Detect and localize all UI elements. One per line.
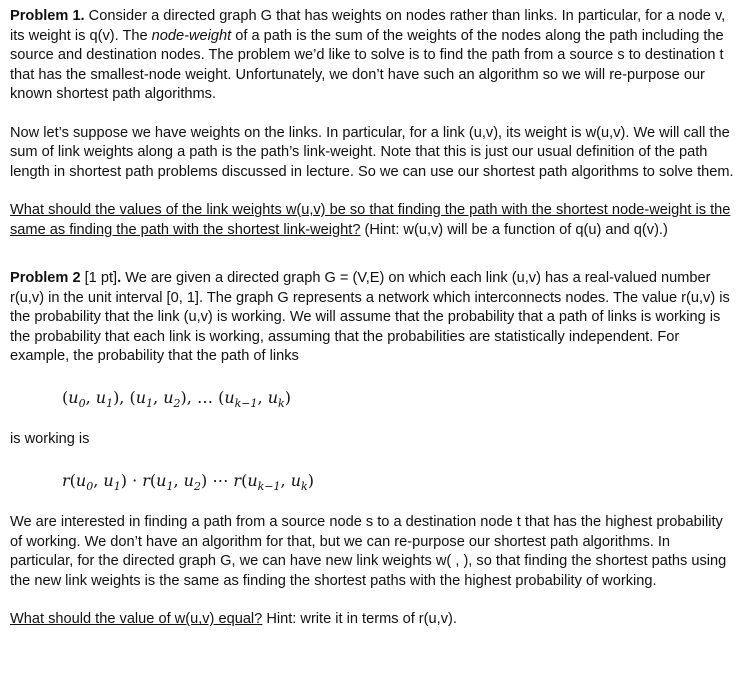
problem-1-text-b: of a path is the sum of the weights of the nodes along the path including the source and destination nodes. The problem we’d like to solve is to find the path from a source s to destination t that has the smallest-node weight. Unfortunately, we don’t have such an algorithm so we will re-purpose our known shortest path algorithms. bbox=[10, 27, 724, 102]
path-links-equation: ($u_0$, $u_1$), ($u_1$, $u_2$), … ($u_{k-1}$, $u_k$) bbox=[62, 387, 291, 410]
problem-1-question-text: What should the values of the link weights w(u,v) be so that finding the path with the shortest node-weight is the same as finding the path with the shortest link-weight? bbox=[10, 202, 731, 238]
problem-1-heading: Problem 1. bbox=[10, 8, 85, 24]
problem-2-question bbox=[10, 610, 735, 630]
paragraph-gap bbox=[10, 591, 735, 610]
path-probability-equation: $r(u_0$, $u_1) \cdot r(u_1$, $u_2$) ⋯ $r(u_{k-1}$, $u_k$) bbox=[62, 470, 314, 493]
problem-2-goal: We are interested in finding a path from a source node s to a destination node t that has the highest probability of working. We don’t have an algorithm for that, but we can re-purpose our shortest path algorithms. In particular, for the directed graph G, we can have new link weights w( , ), so that finding the shortest paths using the new link weights is the same as finding the shortest paths with the highest probability of working. bbox=[10, 514, 727, 589]
problem-2-heading-dot: . bbox=[117, 270, 122, 286]
is-working-text: is working is bbox=[10, 431, 90, 448]
problem-2-intro bbox=[10, 269, 735, 367]
problem-1-link-weights: Now let’s suppose we have weights on the links. In particular, for a link (u,v), its weight is w(u,v). We will call the sum of link weights along a path is the path’s link-weight. Note that this is just our usual definition of the path length in shortest path problems discussed in lecture. So we can use our shortest path algorithms to solve them. bbox=[10, 124, 734, 180]
problem-1-hint: (Hint: w(u,v) will be a function of q(u) and q(v).) bbox=[360, 221, 668, 238]
problem-2-hint: Hint: write it in terms of r(u,v). bbox=[262, 611, 457, 628]
paragraph-gap bbox=[10, 105, 735, 124]
problem-1-intro bbox=[10, 7, 735, 105]
problem-2-text: We are given a directed graph G = (V,E) on which each link (u,v) has a real-valued number r(u,v) in the unit interval [0, 1]. The graph G represents a network which interconnects nodes. The value r(u,v) is the probability that the link (u,v) is working. We will assume that the probability that a path of links is working is the probability that each link is working, assuming that the probabilities are statistically independent. For example, the probability that the path of links bbox=[10, 270, 730, 364]
problem-1-question bbox=[10, 201, 735, 240]
paragraph-gap bbox=[10, 182, 735, 201]
problem-2-points: [1 pt] bbox=[80, 270, 118, 286]
document-page bbox=[10, 7, 735, 630]
problem-1-text-a: Consider a directed graph G that has weights on nodes rather than links. In particular, for a node v, its weight is q(v). The bbox=[10, 8, 726, 44]
problem-2-question-text: What should the value of w(u,v) equal? bbox=[10, 611, 263, 628]
node-weight-term: node-weight bbox=[151, 27, 232, 44]
problem-2-heading: Problem 2 bbox=[10, 270, 81, 286]
section-gap bbox=[10, 240, 735, 269]
